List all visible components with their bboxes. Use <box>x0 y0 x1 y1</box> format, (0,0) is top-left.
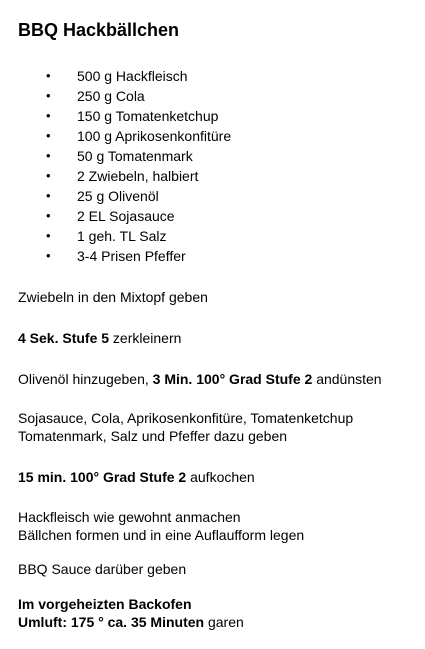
ingredient-text: 3-4 Prisen Pfeffer <box>77 248 186 264</box>
step-4 <box>18 409 353 445</box>
bullet-icon: • <box>46 88 51 103</box>
step-text: zerkleinern <box>109 330 182 346</box>
step-text-line: Bällchen formen und in eine Auflaufform legen <box>18 527 305 543</box>
step-bold-text: Umluft: 175 ° ca. 35 Minuten <box>18 614 205 630</box>
bullet-icon: • <box>46 128 51 143</box>
ingredient-text: 25 g Olivenöl <box>77 188 159 204</box>
ingredient-text: 50 g Tomatenmark <box>77 148 193 164</box>
bullet-icon: • <box>46 68 51 83</box>
step-text-line: Tomatenmark, Salz und Pfeffer dazu geben <box>18 428 288 444</box>
bullet-icon: • <box>46 188 51 203</box>
ingredient-text: 250 g Cola <box>77 88 145 104</box>
ingredient-text: 500 g Hackfleisch <box>77 68 188 84</box>
step-text: Olivenöl hinzugeben, <box>18 371 153 387</box>
step-text: andünsten <box>312 371 382 387</box>
step-text-line <box>18 595 244 613</box>
step-bold-text: Im vorgeheizten Backofen <box>18 596 192 612</box>
bullet-icon: • <box>46 208 51 223</box>
step-2 <box>18 329 181 347</box>
step-3 <box>18 370 382 388</box>
bullet-icon: • <box>46 228 51 243</box>
ingredient-text: 150 g Tomatenketchup <box>77 108 219 124</box>
step-text-line: Hackfleisch wie gewohnt anmachen <box>18 509 241 525</box>
step-8 <box>18 595 244 631</box>
step-bold-text: 3 Min. 100° Grad Stufe 2 <box>152 371 313 387</box>
bullet-icon: • <box>46 168 51 183</box>
step-6 <box>18 508 304 544</box>
ingredient-text: 100 g Aprikosenkonfitüre <box>77 128 232 144</box>
step-5 <box>18 468 255 486</box>
step-text-line: Sojasauce, Cola, Aprikosenkonfitüre, Tomatenketchup <box>18 410 354 426</box>
bullet-icon: • <box>46 248 51 263</box>
step-text: aufkochen <box>186 469 255 485</box>
step-1 <box>18 288 208 306</box>
ingredient-text: 2 EL Sojasauce <box>77 208 175 224</box>
step-text: BBQ Sauce darüber geben <box>18 561 187 577</box>
recipe-title: BBQ Hackbällchen <box>18 20 180 40</box>
step-text: garen <box>204 614 244 630</box>
ingredient-text: 1 geh. TL Salz <box>77 228 167 244</box>
step-text-line <box>18 613 244 631</box>
step-bold-text: 4 Sek. Stufe 5 <box>18 330 110 346</box>
ingredient-text: 2 Zwiebeln, halbiert <box>77 168 199 184</box>
step-text: Zwiebeln in den Mixtopf geben <box>18 289 208 305</box>
bullet-icon: • <box>46 148 51 163</box>
step-7 <box>18 560 186 578</box>
step-bold-text: 15 min. 100° Grad Stufe 2 <box>18 469 187 485</box>
bullet-icon: • <box>46 108 51 123</box>
